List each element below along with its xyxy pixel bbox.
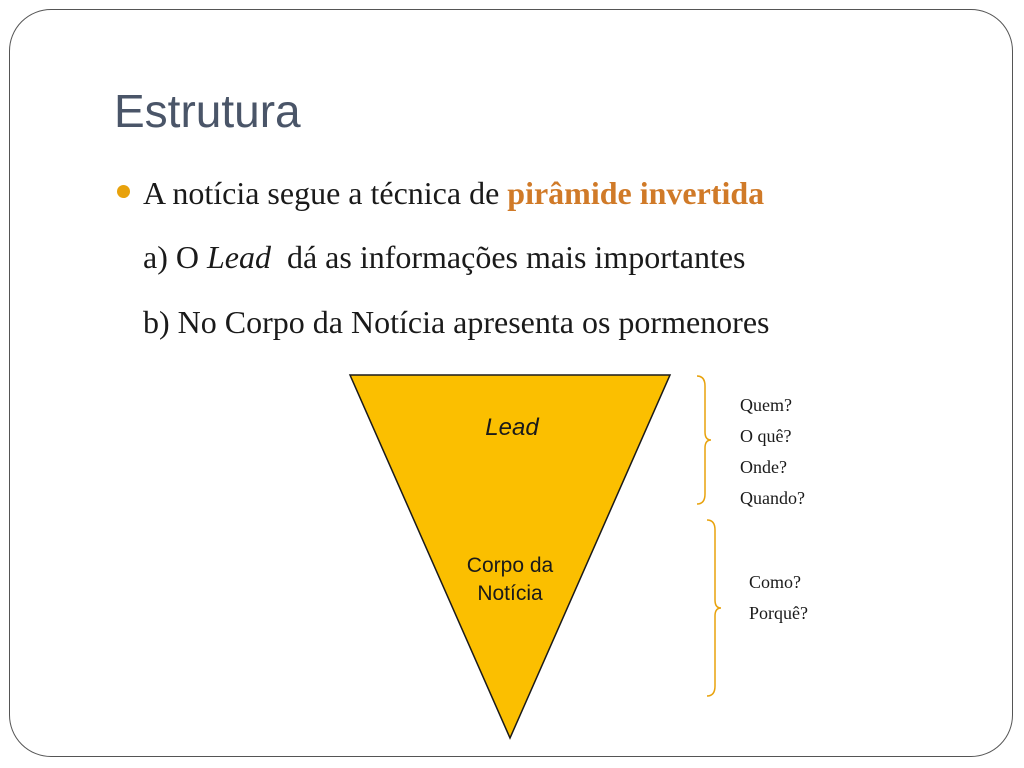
- question-item: Onde?: [740, 457, 787, 477]
- slide-title: Estrutura: [114, 85, 301, 137]
- item-a-prefix: a) O: [143, 239, 207, 275]
- question-item: Porquê?: [749, 603, 808, 623]
- item-b: b) No Corpo da Notícia apresenta os pormenores: [143, 304, 770, 340]
- bullet-text-prefix: A notícia segue a técnica de: [143, 175, 508, 211]
- bullet-dot-icon: [117, 185, 130, 198]
- pyramid-corpo-line2: Notícia: [477, 582, 543, 606]
- pyramid-corpo-label: [440, 552, 580, 609]
- question-item: Quando?: [740, 488, 805, 508]
- question-list-corpo: [749, 567, 808, 629]
- item-a: [143, 238, 746, 276]
- question-list-lead: [740, 390, 805, 514]
- item-a-italic: Lead: [206, 239, 271, 275]
- bullet-text: [143, 174, 764, 212]
- bullet-highlight: pirâmide invertida: [507, 175, 765, 211]
- pyramid-lead-label: Lead: [485, 414, 539, 441]
- question-item: Quem?: [740, 395, 792, 415]
- pyramid-corpo-line1: Corpo da: [466, 554, 554, 577]
- question-item: Como?: [749, 572, 801, 592]
- right-brace-icon: [705, 518, 725, 698]
- question-item: O quê?: [740, 426, 792, 446]
- item-a-suffix: dá as informações mais importantes: [270, 239, 746, 275]
- right-brace-icon: [695, 374, 715, 506]
